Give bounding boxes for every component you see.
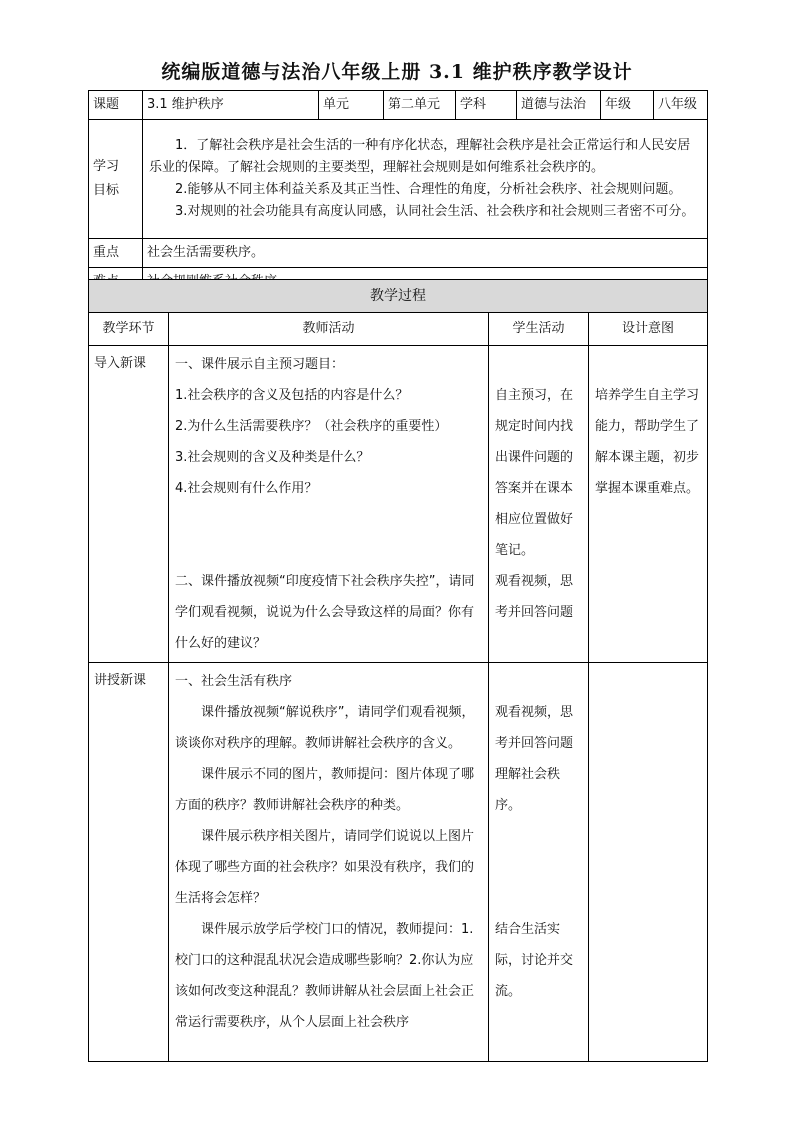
lecture-section-row [89,663,708,1062]
objective-item: 1．了解社会秩序是社会生活的一种有序化状态，理解社会秩序是社会正常运行和人民安居乐业的保障。了解社会规则的主要类型，理解社会规则是如何维系社会秩序的。 [149,138,691,175]
intent-text: 培养学生自主学习能力，帮助学生了解本课主题，初步掌握本课重难点。 [595,388,700,496]
unit-value: 第二单元 [384,91,456,120]
objective-item: 2.能够从不同主体利益关系及其正当性、合理性的角度，分析社会秩序、社会规则问题。 [175,182,682,197]
intro-student-activity [489,346,589,663]
teacher-text: 一、社会生活有秩序 [175,674,293,689]
teacher-text: 4.社会规则有什么作用？ [175,481,318,496]
col-header-intent: 设计意图 [589,313,708,346]
lesson-info-table [88,90,708,297]
lecture-stage: 讲授新课 [89,663,169,1062]
subject-value: 道德与法治 [517,91,601,120]
teacher-text: 1.社会秩序的含义及包括的内容是什么？ [175,388,409,403]
key-point-row [89,239,708,268]
col-header-teacher: 教师活动 [169,313,489,346]
intro-stage: 导入新课 [89,346,169,663]
topic-label: 课题 [89,91,143,120]
process-band: 教学过程 [89,280,708,313]
objectives-content [143,120,708,239]
unit-label: 单元 [319,91,384,120]
teacher-text: 课件展示放学后学校门口的情况，教师提问：1.校门口的这种混乱状况会造成哪些影响？2.你认为应该如何改变这种混乱？教师讲解从社会层面上社会正常运行需要秩序，从个人层面上社会秩序 [175,922,475,1030]
teacher-text: 课件播放视频“解说秩序”，请同学们观看视频，谈谈你对秩序的理解。教师讲解社会秩序的含义。 [175,705,475,751]
document-title: 统编版道德与法治八年级上册 3.1 维护秩序教学设计 [161,61,633,83]
teaching-process-table [88,279,708,1062]
key-point-value: 社会生活需要秩序。 [143,239,708,268]
objectives-row [89,120,708,239]
col-header-student: 学生活动 [489,313,589,346]
teacher-text: 3.社会规则的含义及种类是什么？ [175,450,370,465]
subject-label: 学科 [456,91,517,120]
intro-section-row [89,346,708,663]
grade-label: 年级 [601,91,654,120]
col-header-stage: 教学环节 [89,313,169,346]
teacher-text: 课件展示秩序相关图片，请同学们说说以上图片体现了哪些方面的社会秩序？如果没有秩序，我们的生活将会怎样？ [175,829,475,906]
student-text: 观看视频，思考并回答问题 [495,705,574,751]
objectives-label: 学习 目标 [89,120,143,239]
student-text: 理解社会秩序。 [495,767,561,813]
teacher-text: 二、课件播放视频“印度疫情下社会秩序失控”，请同学们观看视频，说说为什么会导致这样的局面？你有什么好的建议？ [175,574,475,651]
objective-item: 3.对规则的社会功能具有高度认同感，认同社会生活、社会秩序和社会规则三者密不可分。 [175,204,695,219]
process-header-row [89,313,708,346]
key-point-label: 重点 [89,239,143,268]
lecture-design-intent [589,663,708,1062]
grade-value: 八年级 [654,91,708,120]
info-row [89,91,708,120]
intro-teacher-activity [169,346,489,663]
teacher-text: 一、课件展示自主预习题目： [175,357,345,372]
teacher-text: 课件展示不同的图片，教师提问：图片体现了哪方面的秩序？教师讲解社会秩序的种类。 [175,767,475,813]
intro-design-intent [589,346,708,663]
topic-value: 3.1 维护秩序 [143,91,319,120]
lecture-student-activity [489,663,589,1062]
student-text: 自主预习，在规定时间内找出课件问题的答案并在课本相应位置做好笔记。 [495,388,574,558]
lecture-teacher-activity [169,663,489,1062]
student-text: 结合生活实际，讨论并交流。 [495,922,574,999]
student-text: 观看视频，思考并回答问题 [495,574,574,620]
teacher-text: 2.为什么生活需要秩序？（社会秩序的重要性） [175,419,448,434]
